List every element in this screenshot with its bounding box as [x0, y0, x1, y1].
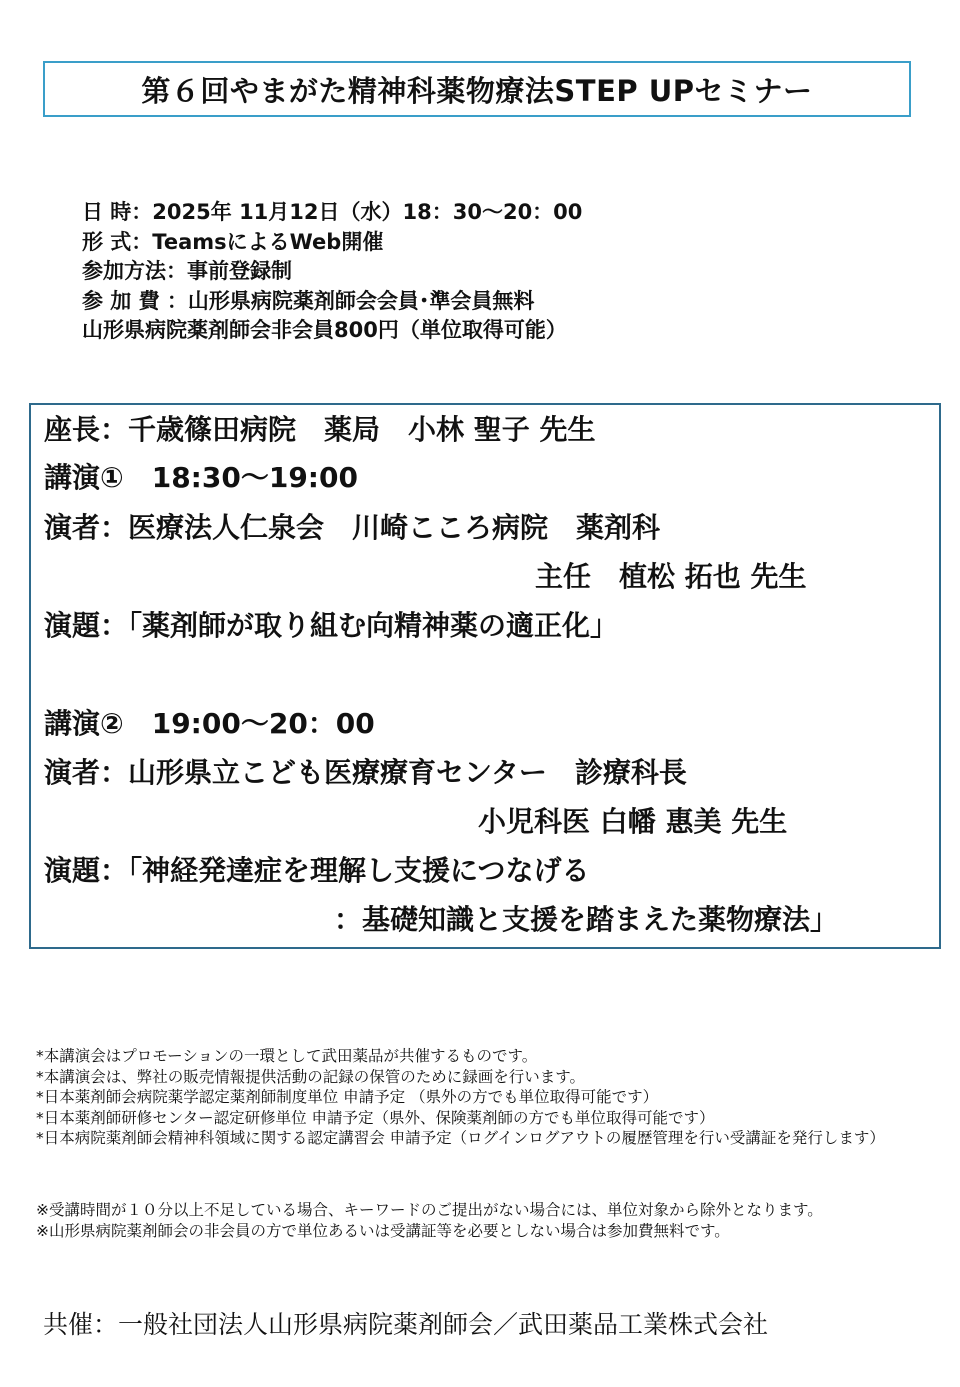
- lecture1-heading: 講演① 18:30～19:00: [44, 461, 358, 494]
- note-item: *本講演会は、弊社の販売情報提供活動の記録の保管のために録画を行います。: [36, 1067, 586, 1086]
- lecture1-speaker: 演者：医療法人仁泉会 川崎こころ病院 薬剤科: [44, 511, 661, 544]
- page-title: 第６回やまがた精神科薬物療法STEP UPセミナー: [141, 73, 813, 108]
- event-format: 形 式：TeamsによるWeb開催: [82, 229, 384, 254]
- chair: 座長：千歳篠田病院 薬局 小林 聖子 先生: [44, 413, 596, 446]
- lecture2-speaker-name: 小児科医 白幡 惠美 先生: [478, 805, 788, 838]
- note-item: *日本薬剤師会病院薬学認定薬剤師制度単位 申請予定 （県外の方でも単位取得可能です）: [36, 1088, 659, 1106]
- note-item: *本講演会はプロモーションの一環として武田薬品が共催するものです。: [36, 1047, 538, 1065]
- event-datetime: 日 時：2025年 11月12日（水）18：30～20：00: [82, 200, 583, 224]
- note-item: *日本薬剤師研修センター認定研修単位 申請予定（県外、保険薬剤師の方でも単位取得可能です）: [36, 1108, 715, 1127]
- lecture2-topic-continued: ：基礎知識と支援を踏まえた薬物療法」: [334, 903, 839, 936]
- notes: [36, 1046, 926, 1149]
- cohost: 共催：一般社団法人山形県病院薬剤師会／武田薬品工業株式会社: [43, 1310, 769, 1339]
- event-method: 参加方法：事前登録制: [82, 259, 292, 283]
- note-item: *日本病院薬剤師会精神科領域に関する認定講習会 申請予定（ログインログアウトの履歴管理を行い受講証を発行します）: [36, 1129, 885, 1147]
- credit-notes: [36, 1200, 823, 1241]
- lecture2-speaker: 演者：山形県立こども医療療育センター 診療科長: [44, 756, 687, 789]
- lecture2-heading: 講演② 19:00～20：00: [44, 707, 375, 740]
- title-box: [43, 61, 911, 117]
- lecture2-topic: 演題：「神経発達症を理解し支援につなげる: [44, 854, 590, 887]
- program-box: [29, 403, 941, 949]
- credit-note-item: ※受講時間が１０分以上不足している場合、キーワードのご提出がない場合には、単位対象から除外となります。: [36, 1201, 823, 1219]
- event-info: [82, 198, 582, 346]
- credit-note-item: ※山形県病院薬剤師会の非会員の方で単位あるいは受講証等を必要としない場合は参加費無料です。: [36, 1221, 730, 1240]
- lecture1-speaker-name: 主任 植松 拓也 先生: [535, 560, 807, 593]
- lecture1-topic: 演題：「薬剤師が取り組む向精神薬の適正化」: [44, 609, 619, 642]
- event-fee-nonmember: 山形県病院薬剤師会非会員800円（単位取得可能）: [82, 318, 567, 342]
- event-fee-member: 参 加 費 ：山形県病院薬剤師会会員･準会員無料: [82, 288, 535, 313]
